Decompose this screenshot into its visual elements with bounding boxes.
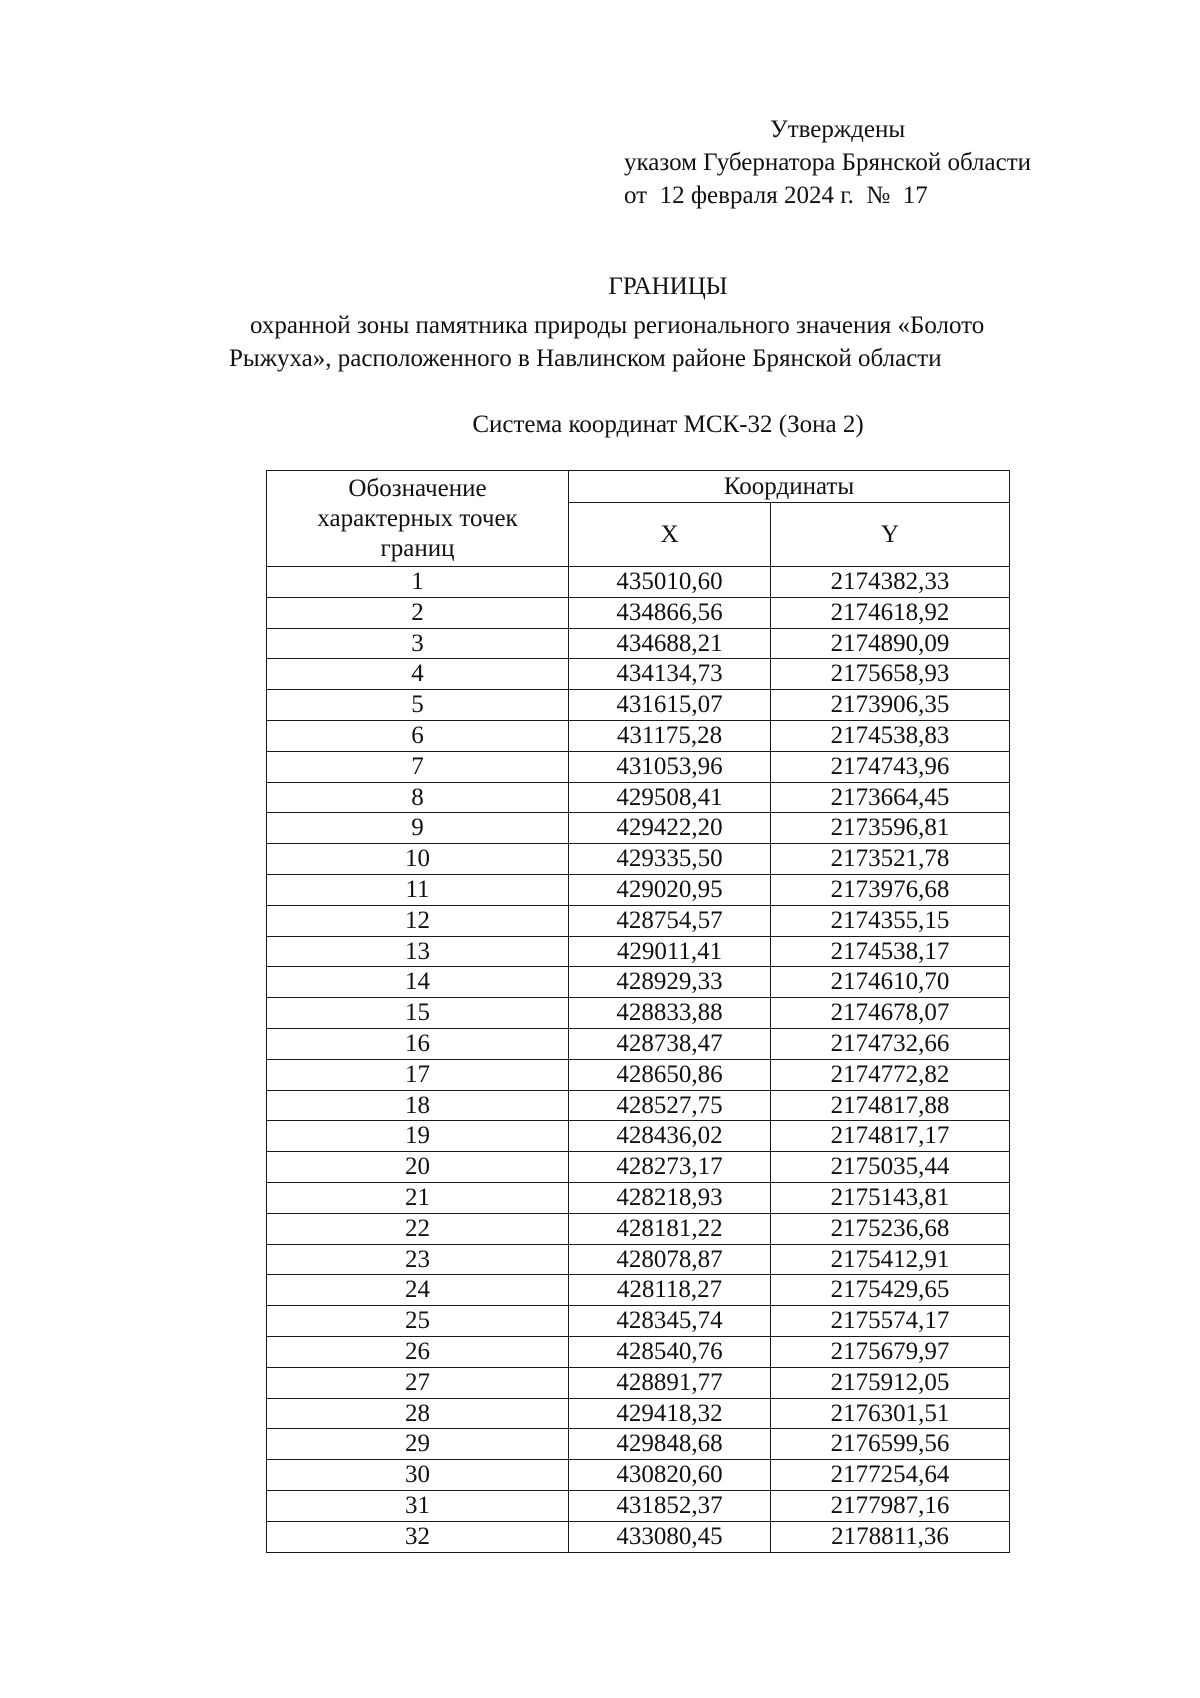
cell-y: 2175412,91: [771, 1244, 1010, 1275]
cell-y: 2177987,16: [771, 1490, 1010, 1521]
table-row: [267, 998, 1010, 1029]
cell-point: 26: [267, 1336, 569, 1367]
cell-y: 2173664,45: [771, 782, 1010, 813]
cell-y: 2175912,05: [771, 1367, 1010, 1398]
cell-x: 428540,76: [569, 1336, 771, 1367]
cell-x: 430820,60: [569, 1460, 771, 1491]
table-row: [267, 1367, 1010, 1398]
table-row: [267, 844, 1010, 875]
table-row: [267, 1398, 1010, 1429]
cell-point: 24: [267, 1275, 569, 1306]
table-row: [267, 1460, 1010, 1491]
cell-y: 2173596,81: [771, 813, 1010, 844]
cell-y: 2174817,88: [771, 1090, 1010, 1121]
cell-x: 429020,95: [569, 874, 771, 905]
approval-block: [0, 0, 1200, 220]
cell-y: 2173906,35: [771, 690, 1010, 721]
table-row: [267, 1490, 1010, 1521]
table-row: [267, 936, 1010, 967]
cell-x: 435010,60: [569, 567, 771, 598]
cell-point: 23: [267, 1244, 569, 1275]
cell-point: 25: [267, 1306, 569, 1337]
document-title: ГРАНИЦЫ: [608, 273, 728, 300]
cell-point: 7: [267, 751, 569, 782]
cell-point: 32: [267, 1521, 569, 1552]
cell-y: 2178811,36: [771, 1521, 1010, 1552]
cell-point: 22: [267, 1213, 569, 1244]
table-row: [267, 690, 1010, 721]
cell-point: 29: [267, 1429, 569, 1460]
cell-point: 30: [267, 1460, 569, 1491]
cell-x: 434688,21: [569, 628, 771, 659]
cell-x: 428118,27: [569, 1275, 771, 1306]
cell-point: 4: [267, 659, 569, 690]
cell-point: 1: [267, 567, 569, 598]
coordinate-system-caption: Система координат МСК-32 (Зона 2): [472, 411, 864, 438]
table-row: [267, 905, 1010, 936]
cell-y: 2176599,56: [771, 1429, 1010, 1460]
cell-y: 2174890,09: [771, 628, 1010, 659]
cell-point: 8: [267, 782, 569, 813]
cell-point: 15: [267, 998, 569, 1029]
cell-x: 428833,88: [569, 998, 771, 1029]
approval-line-1: Утверждены: [770, 116, 906, 143]
cell-x: 429422,20: [569, 813, 771, 844]
cell-x: 429418,32: [569, 1398, 771, 1429]
cell-y: 2174355,15: [771, 905, 1010, 936]
cell-point: 10: [267, 844, 569, 875]
cell-point: 31: [267, 1490, 569, 1521]
cell-y: 2174817,17: [771, 1121, 1010, 1152]
table-row: [267, 782, 1010, 813]
table-body: [267, 567, 1010, 1553]
header-y: Y: [771, 503, 1010, 567]
cell-y: 2174538,83: [771, 720, 1010, 751]
table-row: [267, 813, 1010, 844]
table-row: [267, 1182, 1010, 1213]
cell-y: 2173976,68: [771, 874, 1010, 905]
cell-y: 2173521,78: [771, 844, 1010, 875]
cell-point: 28: [267, 1398, 569, 1429]
cell-y: 2176301,51: [771, 1398, 1010, 1429]
cell-point: 6: [267, 720, 569, 751]
table-row: [267, 1336, 1010, 1367]
header-point-designation: Обозначение характерных точек границ: [267, 471, 569, 567]
cell-point: 12: [267, 905, 569, 936]
cell-point: 13: [267, 936, 569, 967]
cell-point: 5: [267, 690, 569, 721]
cell-y: 2175679,97: [771, 1336, 1010, 1367]
cell-y: 2177254,64: [771, 1460, 1010, 1491]
cell-y: 2174382,33: [771, 567, 1010, 598]
cell-x: 428078,87: [569, 1244, 771, 1275]
cell-y: 2175658,93: [771, 659, 1010, 690]
cell-x: 428650,86: [569, 1059, 771, 1090]
table-row: [267, 1028, 1010, 1059]
cell-x: 431852,37: [569, 1490, 771, 1521]
table-row: [267, 751, 1010, 782]
header-coordinates: Координаты: [569, 471, 1010, 503]
cell-point: 9: [267, 813, 569, 844]
cell-y: 2174618,92: [771, 597, 1010, 628]
document-subtitle-line-1: охранной зоны памятника природы регионального значения «Болото: [250, 312, 985, 339]
cell-y: 2174610,70: [771, 967, 1010, 998]
cell-x: 434134,73: [569, 659, 771, 690]
cell-point: 18: [267, 1090, 569, 1121]
cell-point: 3: [267, 628, 569, 659]
table-row: [267, 1429, 1010, 1460]
table-row: [267, 597, 1010, 628]
document-subtitle-line-2: Рыжуха», расположенного в Навлинском районе Брянской области: [229, 345, 942, 372]
cell-x: 429335,50: [569, 844, 771, 875]
cell-x: 428181,22: [569, 1213, 771, 1244]
cell-x: 429508,41: [569, 782, 771, 813]
cell-x: 434866,56: [569, 597, 771, 628]
table-row: [267, 1121, 1010, 1152]
table-row: [267, 967, 1010, 998]
cell-x: 429011,41: [569, 936, 771, 967]
cell-y: 2174732,66: [771, 1028, 1010, 1059]
table-row: [267, 567, 1010, 598]
cell-x: 428273,17: [569, 1152, 771, 1183]
table-row: [267, 1306, 1010, 1337]
coordinates-table: [266, 470, 1010, 1553]
cell-y: 2174743,96: [771, 751, 1010, 782]
approval-line-2: указом Губернатора Брянской области: [624, 149, 1032, 176]
cell-x: 429848,68: [569, 1429, 771, 1460]
cell-point: 2: [267, 597, 569, 628]
table-row: [267, 1059, 1010, 1090]
cell-y: 2175035,44: [771, 1152, 1010, 1183]
cell-x: 428929,33: [569, 967, 771, 998]
cell-point: 21: [267, 1182, 569, 1213]
cell-y: 2174538,17: [771, 936, 1010, 967]
cell-x: 428891,77: [569, 1367, 771, 1398]
table-row: [267, 1244, 1010, 1275]
cell-point: 19: [267, 1121, 569, 1152]
cell-point: 17: [267, 1059, 569, 1090]
cell-y: 2175574,17: [771, 1306, 1010, 1337]
cell-x: 428754,57: [569, 905, 771, 936]
cell-x: 428345,74: [569, 1306, 771, 1337]
cell-x: 428527,75: [569, 1090, 771, 1121]
table-row: [267, 1275, 1010, 1306]
table-row: [267, 1090, 1010, 1121]
cell-y: 2175429,65: [771, 1275, 1010, 1306]
cell-x: 431053,96: [569, 751, 771, 782]
cell-point: 27: [267, 1367, 569, 1398]
table-row: [267, 1521, 1010, 1552]
cell-x: 428738,47: [569, 1028, 771, 1059]
table-row: [267, 628, 1010, 659]
cell-y: 2175236,68: [771, 1213, 1010, 1244]
cell-x: 431175,28: [569, 720, 771, 751]
cell-point: 16: [267, 1028, 569, 1059]
header-x: X: [569, 503, 771, 567]
table-row: [267, 1213, 1010, 1244]
cell-point: 14: [267, 967, 569, 998]
cell-x: 428218,93: [569, 1182, 771, 1213]
cell-x: 428436,02: [569, 1121, 771, 1152]
table-row: [267, 874, 1010, 905]
cell-point: 11: [267, 874, 569, 905]
cell-y: 2174772,82: [771, 1059, 1010, 1090]
table-row: [267, 1152, 1010, 1183]
cell-x: 433080,45: [569, 1521, 771, 1552]
table-row: [267, 659, 1010, 690]
cell-y: 2174678,07: [771, 998, 1010, 1029]
cell-x: 431615,07: [569, 690, 771, 721]
cell-y: 2175143,81: [771, 1182, 1010, 1213]
approval-line-3: от 12 февраля 2024 г. № 17: [624, 182, 928, 209]
table-row: [267, 720, 1010, 751]
cell-point: 20: [267, 1152, 569, 1183]
